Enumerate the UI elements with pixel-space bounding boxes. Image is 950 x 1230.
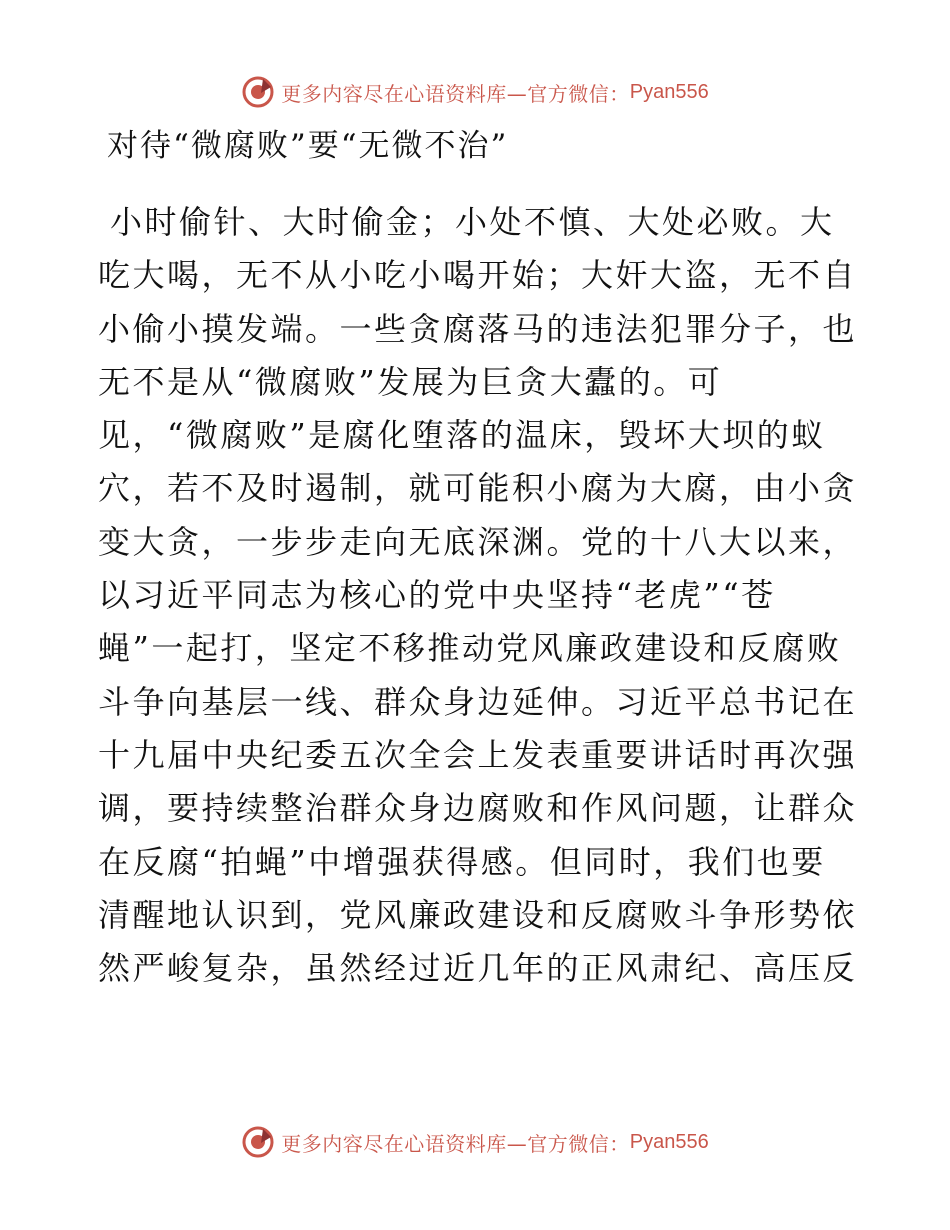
watermark-text: 更多内容尽在心语资料库—官方微信： (281, 81, 630, 106)
watermark-logo-icon (241, 1125, 275, 1159)
body-line: 蝇”一起打，坚定不移推动党风廉政建设和反腐败 (98, 629, 842, 668)
body-line: 吃大喝，无不从小吃小喝开始；大奸大盗，无不自 (98, 256, 858, 295)
body-line: 小时偷针、大时偷金；小处不慎、大处必败。大 (110, 203, 835, 241)
body-line: 然严峻复杂，虽然经过近几年的正风肃纪、高压反 (98, 949, 858, 988)
body-line: 小偷小摸发端。一些贪腐落马的违法犯罪分子，也 (98, 309, 858, 348)
body-line: 清醒地认识到，党风廉政建设和反腐败斗争形势依 (98, 895, 858, 934)
body-line: 调，要持续整治群众身边腐败和作风问题，让群众 (98, 789, 858, 828)
document-title: 对待“微腐败”要“无微不治” (107, 128, 509, 164)
body-line: 以习近平同志为核心的党中央坚持“老虎”“苍 (98, 576, 776, 615)
watermark-wechat-id: Pyan556 (629, 1130, 709, 1153)
watermark-wechat-id: Pyan556 (629, 80, 709, 103)
watermark-logo-icon (241, 75, 275, 109)
body-line: 在反腐“拍蝇”中增强获得感。但同时，我们也要 (98, 842, 826, 881)
watermark-text: 更多内容尽在心语资料库—官方微信： (281, 1131, 630, 1156)
footer-watermark (0, 1122, 950, 1162)
body-line: 穴，若不及时遏制，就可能积小腐为大腐，由小贪 (98, 469, 858, 508)
body-line: 见，“微腐败”是腐化堕落的温床，毁坏大坝的蚁 (98, 416, 826, 455)
header-watermark (0, 72, 950, 112)
body-line: 十九届中央纪委五次全会上发表重要讲话时再次强 (98, 735, 858, 774)
body-line: 斗争向基层一线、群众身边延伸。习近平总书记在 (98, 682, 858, 721)
body-line: 无不是从“微腐败”发展为巨贪大蠹的。可 (98, 362, 723, 401)
document-body (98, 196, 858, 995)
body-line: 变大贪，一步步走向无底深渊。党的十八大以来， (98, 522, 858, 561)
